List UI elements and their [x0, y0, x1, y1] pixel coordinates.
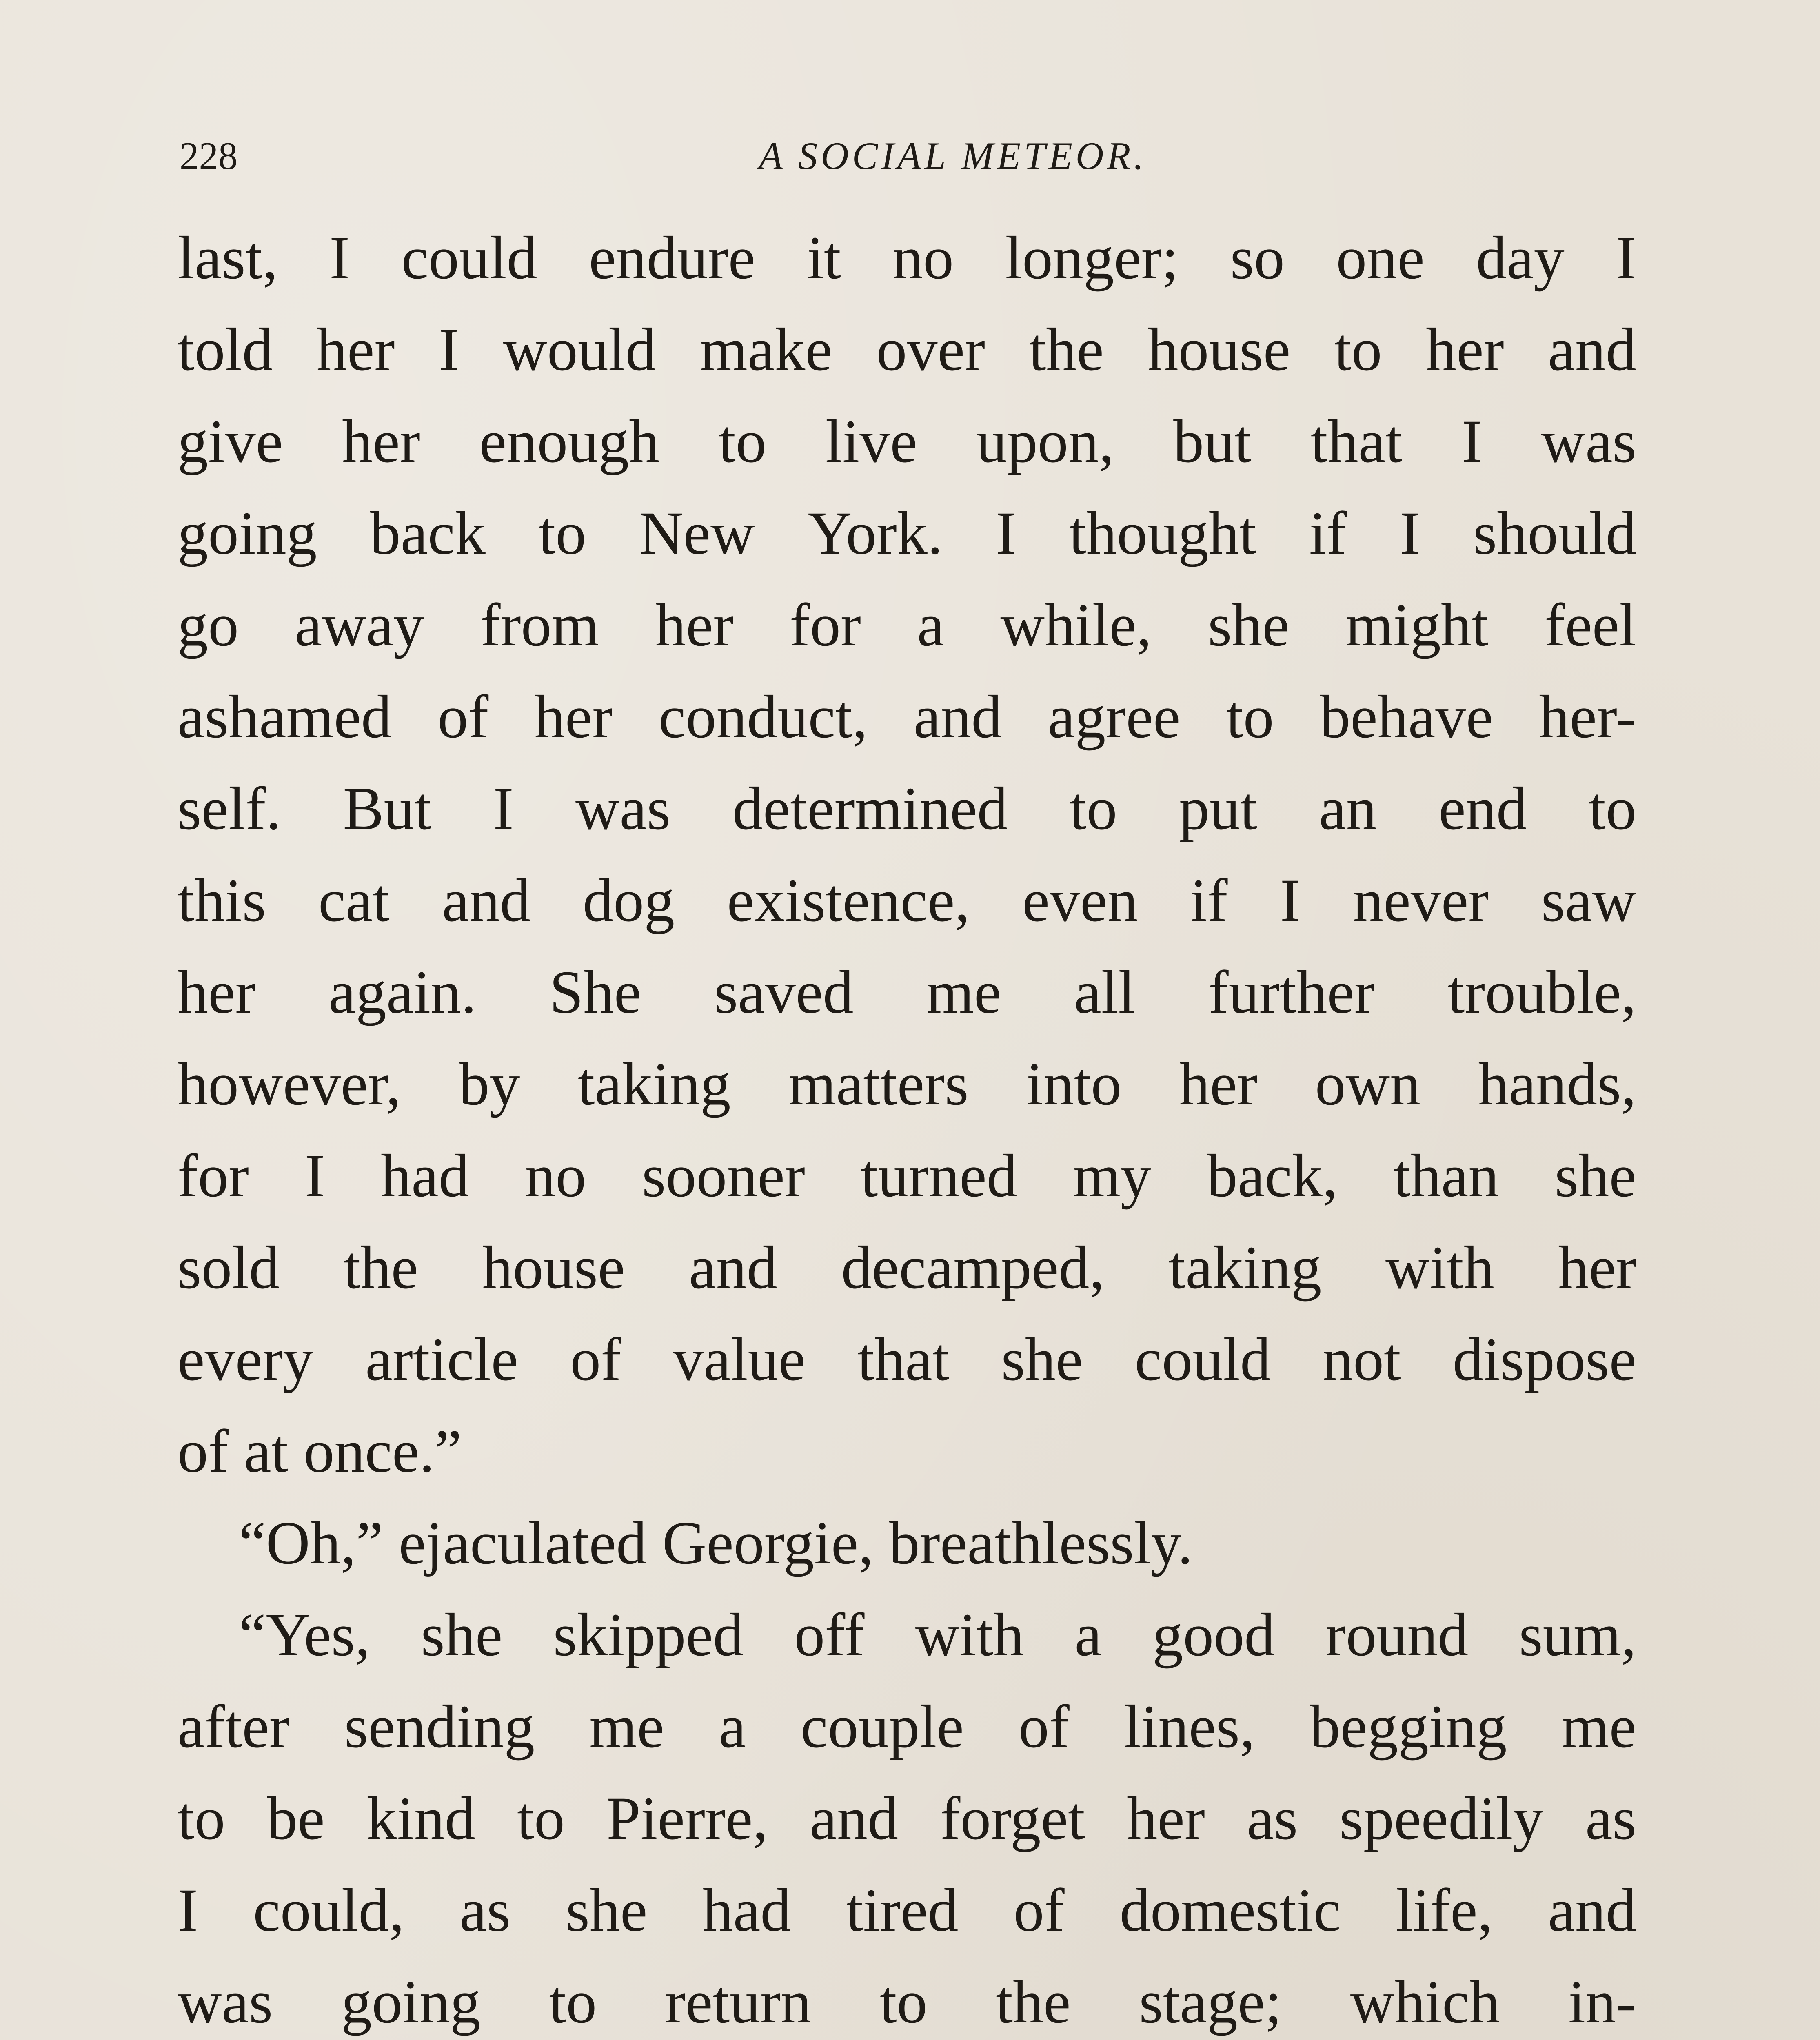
- word: put: [1179, 775, 1257, 843]
- text-line: [178, 1681, 1636, 1773]
- word: from: [480, 591, 599, 659]
- word: was: [178, 1968, 273, 2036]
- word: of: [1018, 1693, 1070, 1761]
- word: thought: [1069, 499, 1256, 567]
- word: taking: [577, 1050, 731, 1118]
- word: be: [267, 1785, 325, 1852]
- word: by: [459, 1050, 520, 1118]
- text-line: [178, 1038, 1636, 1130]
- word: sooner: [642, 1142, 805, 1210]
- word: she: [566, 1876, 648, 1944]
- word: that: [1310, 408, 1403, 475]
- word: an: [1319, 775, 1377, 843]
- word: decamped,: [841, 1234, 1105, 1302]
- text-line: [178, 212, 1636, 304]
- text-line: [178, 763, 1636, 855]
- word: dog: [583, 867, 675, 934]
- word: round: [1325, 1601, 1469, 1669]
- text-line: [178, 1956, 1636, 2040]
- word: but: [1173, 408, 1252, 475]
- word: longer;: [1005, 224, 1179, 292]
- word: lines,: [1124, 1693, 1255, 1761]
- word: a: [1074, 1601, 1102, 1669]
- word: But: [343, 775, 432, 843]
- word: tired: [846, 1876, 959, 1944]
- word: to: [1589, 775, 1636, 843]
- word: her: [178, 958, 256, 1026]
- word: of: [570, 1326, 621, 1393]
- word: could,: [253, 1876, 404, 1944]
- word: stage;: [1139, 1968, 1282, 2036]
- word: enough: [479, 408, 660, 475]
- word: I: [1461, 408, 1482, 475]
- text-line: [178, 855, 1636, 947]
- word: should: [1473, 499, 1636, 567]
- word: sold: [178, 1234, 280, 1302]
- word: house: [1147, 316, 1291, 384]
- word: with: [1385, 1234, 1494, 1302]
- text-line: [178, 1314, 1636, 1406]
- running-head: [180, 129, 1636, 182]
- word: and: [689, 1234, 777, 1302]
- word: I: [178, 1876, 198, 1944]
- word: existence,: [727, 867, 970, 934]
- word: the: [343, 1234, 418, 1302]
- word: never: [1353, 867, 1489, 934]
- word: all: [1074, 958, 1136, 1026]
- word: ashamed: [178, 683, 392, 751]
- body-text: [178, 212, 1636, 2040]
- word: back,: [1207, 1142, 1338, 1210]
- word: further: [1208, 958, 1375, 1026]
- word: good: [1152, 1601, 1275, 1669]
- word: live: [825, 408, 917, 475]
- word: not: [1323, 1326, 1401, 1393]
- word: could: [1134, 1326, 1271, 1393]
- word: her: [655, 591, 734, 659]
- word: in-: [1568, 1968, 1636, 2036]
- word: off: [794, 1601, 865, 1669]
- word: endure: [588, 224, 756, 292]
- word: speedily: [1339, 1785, 1544, 1852]
- word: to: [879, 1968, 928, 2036]
- word: and: [442, 867, 530, 934]
- word: ejaculated: [398, 1509, 647, 1577]
- word: saw: [1541, 867, 1636, 934]
- word: it: [807, 224, 841, 292]
- word: was: [1541, 408, 1636, 475]
- word: to: [178, 1785, 225, 1852]
- word: She: [549, 958, 641, 1026]
- word: the: [996, 1968, 1071, 2036]
- word: trouble,: [1447, 958, 1636, 1026]
- text-line: [178, 1773, 1636, 1865]
- word: sum,: [1519, 1601, 1636, 1669]
- word: as: [459, 1876, 511, 1944]
- word: her: [342, 408, 420, 475]
- word: going: [341, 1968, 481, 2036]
- word: domestic: [1119, 1876, 1341, 1944]
- word: with: [915, 1601, 1024, 1669]
- word: New: [639, 499, 755, 567]
- word: a: [917, 591, 945, 659]
- word: and: [913, 683, 1002, 751]
- word: “Oh,”: [239, 1509, 383, 1577]
- word: one: [1336, 224, 1425, 292]
- word: her: [1127, 1785, 1205, 1852]
- word: York.: [808, 499, 943, 567]
- word: a: [719, 1693, 746, 1761]
- word: after: [178, 1693, 290, 1761]
- word: for: [178, 1142, 249, 1210]
- word: cat: [318, 867, 390, 934]
- word: while,: [1000, 591, 1152, 659]
- word: I: [329, 224, 350, 292]
- word: article: [365, 1326, 519, 1393]
- word: saved: [714, 958, 854, 1026]
- word: no: [892, 224, 954, 292]
- word: that: [857, 1326, 950, 1393]
- word: and: [1548, 1876, 1636, 1944]
- text-line: [178, 1497, 1636, 1589]
- word: go: [178, 591, 239, 659]
- word: was: [575, 775, 671, 843]
- word: begging: [1310, 1693, 1507, 1761]
- word: to: [1226, 683, 1274, 751]
- text-line: [178, 947, 1636, 1038]
- word: value: [673, 1326, 806, 1393]
- word: she: [1208, 591, 1290, 659]
- word: had: [381, 1142, 469, 1210]
- word: of: [178, 1417, 229, 1485]
- word: taking: [1168, 1234, 1322, 1302]
- word: and: [810, 1785, 898, 1852]
- word: as: [1585, 1785, 1636, 1852]
- word: make: [700, 316, 832, 384]
- word: agree: [1048, 683, 1181, 751]
- word: if: [1309, 499, 1347, 567]
- text-line: [178, 396, 1636, 488]
- word: of: [437, 683, 489, 751]
- word: turned: [861, 1142, 1017, 1210]
- word: she: [1554, 1142, 1636, 1210]
- word: however,: [178, 1050, 401, 1118]
- word: going: [178, 499, 317, 567]
- word: might: [1345, 591, 1489, 659]
- word: couple: [801, 1693, 964, 1761]
- word: return: [665, 1968, 812, 2036]
- word: skipped: [553, 1601, 744, 1669]
- word: determined: [732, 775, 1008, 843]
- word: away: [295, 591, 424, 659]
- word: to: [549, 1968, 597, 2036]
- word: no: [525, 1142, 586, 1210]
- word: feel: [1545, 591, 1636, 659]
- word: to: [1334, 316, 1382, 384]
- word: me: [926, 958, 1001, 1026]
- word: I: [1616, 224, 1636, 292]
- word: her-: [1539, 683, 1636, 751]
- word: which: [1350, 1968, 1500, 2036]
- word: house: [482, 1234, 625, 1302]
- word: than: [1394, 1142, 1499, 1210]
- word: I: [304, 1142, 325, 1210]
- text-line: [178, 304, 1636, 396]
- word: dispose: [1452, 1326, 1636, 1393]
- word: she: [421, 1601, 503, 1669]
- word: for: [789, 591, 861, 659]
- word: once.”: [304, 1417, 462, 1485]
- page-number: 228: [180, 134, 238, 177]
- text-line: [178, 671, 1636, 763]
- word: her: [534, 683, 613, 751]
- word: I: [996, 499, 1017, 567]
- word: over: [876, 316, 985, 384]
- word: to: [517, 1785, 565, 1852]
- word: the: [1029, 316, 1104, 384]
- word: I: [439, 316, 459, 384]
- text-line: [178, 1406, 1636, 1497]
- word: told: [178, 316, 273, 384]
- word: would: [503, 316, 656, 384]
- word: day: [1476, 224, 1565, 292]
- word: behave: [1320, 683, 1493, 751]
- word: breathlessly.: [889, 1509, 1193, 1577]
- word: this: [178, 867, 266, 934]
- running-title: A SOCIAL METEOR.: [759, 134, 1147, 177]
- word: forget: [940, 1785, 1085, 1852]
- word: she: [1001, 1326, 1083, 1393]
- word: give: [178, 408, 283, 475]
- word: self.: [178, 775, 282, 843]
- word: matters: [788, 1050, 969, 1118]
- word: even: [1022, 867, 1138, 934]
- word: upon,: [976, 408, 1114, 475]
- word: last,: [178, 224, 278, 292]
- word: of: [1013, 1876, 1065, 1944]
- word: if: [1190, 867, 1228, 934]
- word: every: [178, 1326, 314, 1393]
- word: to: [538, 499, 586, 567]
- word: kind: [366, 1785, 475, 1852]
- word: her: [1179, 1050, 1258, 1118]
- word: again.: [328, 958, 477, 1026]
- word: to: [1069, 775, 1117, 843]
- word: and: [1548, 316, 1636, 384]
- text-line: [178, 1589, 1636, 1681]
- word: I: [1280, 867, 1301, 934]
- word: I: [493, 775, 514, 843]
- text-line: [178, 488, 1636, 579]
- word: me: [589, 1693, 664, 1761]
- word: “Yes,: [239, 1601, 371, 1669]
- word: Pierre,: [606, 1785, 768, 1852]
- word: life,: [1396, 1876, 1493, 1944]
- word: as: [1247, 1785, 1298, 1852]
- word: her: [316, 316, 395, 384]
- word: back: [370, 499, 486, 567]
- word: end: [1438, 775, 1527, 843]
- word: me: [1561, 1693, 1636, 1761]
- word: at: [244, 1417, 289, 1485]
- word: hands,: [1478, 1050, 1636, 1118]
- word: own: [1315, 1050, 1421, 1118]
- word: into: [1026, 1050, 1122, 1118]
- word: Georgie,: [662, 1509, 874, 1577]
- text-line: [178, 1222, 1636, 1314]
- word: had: [702, 1876, 791, 1944]
- text-line: [178, 579, 1636, 671]
- word: sending: [344, 1693, 535, 1761]
- word: her: [1558, 1234, 1636, 1302]
- word: could: [401, 224, 537, 292]
- word: I: [1399, 499, 1420, 567]
- text-line: [178, 1130, 1636, 1222]
- word: to: [719, 408, 766, 475]
- word: my: [1073, 1142, 1152, 1210]
- text-line: [178, 1865, 1636, 1956]
- word: her: [1426, 316, 1504, 384]
- word: conduct,: [658, 683, 868, 751]
- word: so: [1230, 224, 1285, 292]
